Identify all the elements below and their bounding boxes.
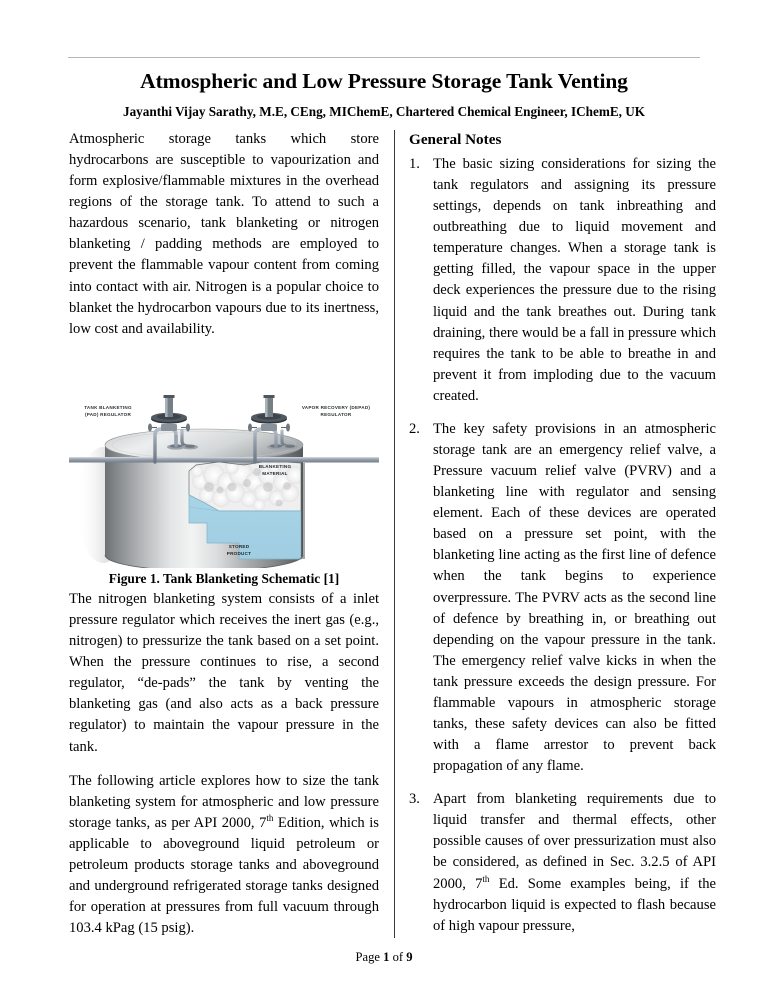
general-notes-list: [409, 154, 716, 937]
figure-caption: Figure 1. Tank Blanketing Schematic [1]: [108, 571, 340, 586]
author-byline: Jayanthi Vijay Sarathy, M.E, CEng, MIChemE, Chartered Chemical Engineer, IChemE, UK: [122, 104, 645, 119]
nitrogen-system-paragraph: The nitrogen blanketing system consists of a inlet pressure regulator which receives the inert gas (e.g., nitrogen) to pressurize the tank based on a set point. When the pressure continues to rise, a second regulator, “de-pads” the tank by venting the blanketing gas (and also acts as a back pressure regulator) to maintain the vapour pressure in the tank.: [69, 591, 379, 755]
left-column-lower: [69, 589, 379, 952]
figure-1: [69, 383, 379, 587]
figure-label-depad-regulator: VAPOR RECOVERY (DEPAD) REGULATOR: [301, 405, 371, 417]
figure-label-pad-regulator: TANK BLANKETING (PAD) REGULATOR: [84, 405, 132, 417]
general-notes-heading: General Notes: [409, 131, 502, 148]
list-item: The key safety provisions in an atmospheric storage tank are an emergency relief valve, a Pressure vacuum relief valve (PVRV) and a blanketing line with regulator and sensing element. Each of these devices are operated based on a pressure set point, with the blanketing line acting as the first line of defence when the tank begins to experience overpressure. The PVRV acts as the second line of defence by breathing in, or breathing out depending on the vapour pressure in the tank. The emergency relief valve kicks in when the tank pressure exceeds the design pressure. For flammable vapours in atmospheric storage tanks, these safety devices can also be fitted with a flame arrestor to prevent back propagation of any flame.: [433, 420, 716, 775]
edition-superscript: th: [482, 873, 490, 884]
list-item: Apart from blanketing requirements due to liquid transfer and thermal effects, other possible causes of over pressurization must also be considered, as defined in Sec. 3.2.5 of API 2000, 7th Ed. Some examples being, if the hydrocarbon liquid is expected to flash because of high vapour pressure,: [433, 791, 716, 934]
left-column: [69, 129, 379, 353]
figure-label-stored-product: STORED PRODUCT: [226, 544, 252, 556]
footer-page-prefix: Page: [355, 950, 384, 964]
column-divider: [394, 130, 395, 938]
intro-paragraph: Atmospheric storage tanks which store hydrocarbons are susceptible to vapourization and form explosive/flammable mixtures in the overhead regions of the storage tank. To attend to such a hazardous scenario, tank blanketing or nitrogen blanketing / padding methods are employed to prevent the flammable vapour content from coming into contact with air. Nitrogen is a popular choice to blanket the hydrocarbon vapours due to its inertness, low cost and availability.: [69, 131, 379, 337]
right-column: [409, 129, 716, 949]
page-footer: [0, 950, 768, 965]
footer-page-total: 9: [406, 950, 413, 964]
edition-superscript: th: [266, 812, 274, 823]
header-pipe: [69, 457, 379, 463]
header-divider: [68, 57, 700, 58]
page-title: Atmospheric and Low Pressure Storage Tank Venting: [140, 69, 628, 93]
figure-label-blanketing-material: BLANKETING MATERIAL: [258, 464, 292, 476]
footer-page-middle: of: [389, 950, 407, 964]
article-scope-paragraph: The following article explores how to size the tank blanketing system for atmospheric and low pressure storage tanks, as per API 2000, 7th Edition, which is applicable to aboveground liquid petroleum or petroleum products storage tanks and aboveground and underground refrigerated storage tanks designed for operation at pressures from full vacuum through 103.4 kPag (15 psig).: [69, 772, 379, 937]
figure-canvas: [69, 383, 379, 568]
footer-page-number: 1: [383, 950, 390, 964]
list-item: The basic sizing considerations for sizing the tank regulators and assigning its pressure settings, depends on tank inbreathing and outbreathing due to liquid movement and temperature changes. When a storage tank is getting filled, the vapour space in the upper deck experiences the pressure due to the rising liquid and the tank breathes out. During tank draining, there would be a fall in pressure which requires the tank to be able to breathe in and prevent it from imploding due to the vacuum created.: [433, 155, 716, 404]
